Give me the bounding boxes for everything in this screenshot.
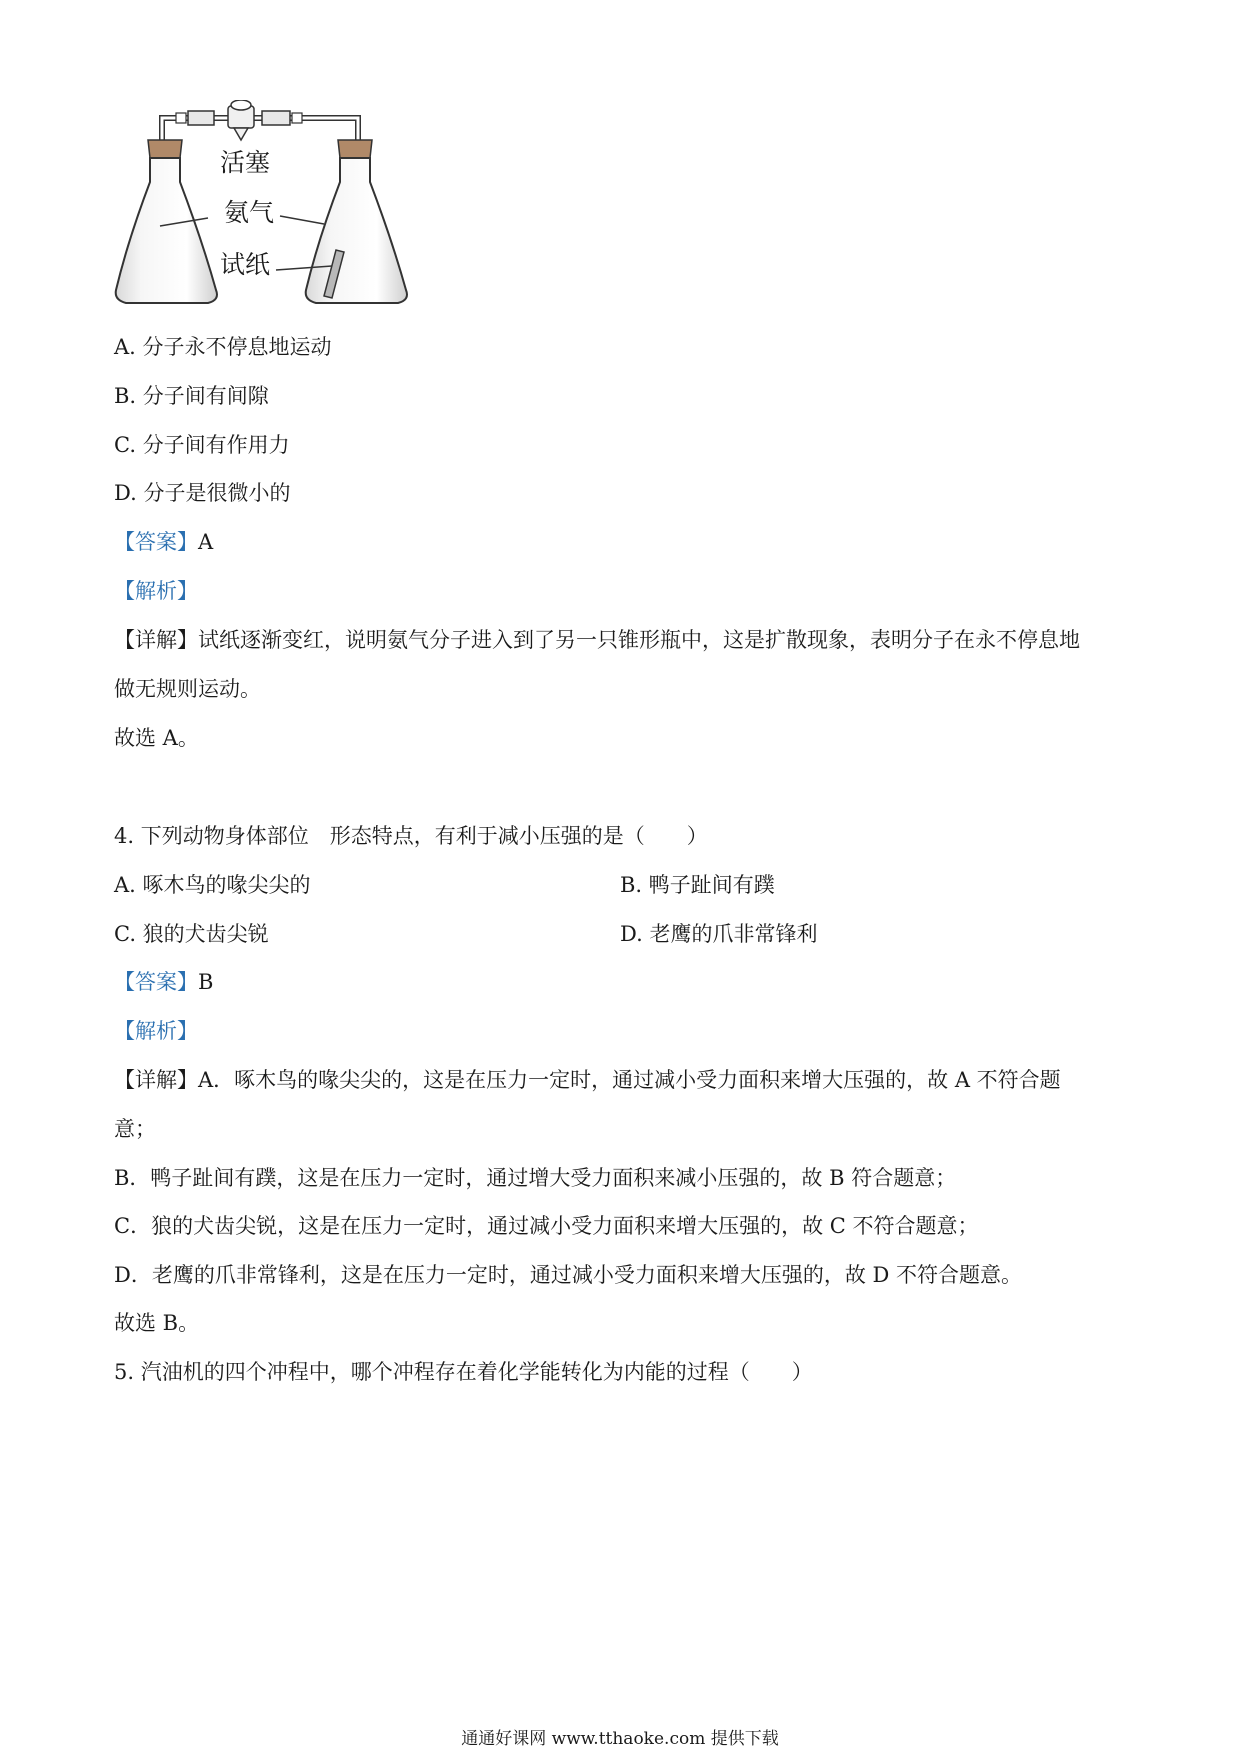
option-letter: A. <box>114 873 136 897</box>
q3-option-c <box>114 431 290 459</box>
q3-detail <box>114 626 1080 654</box>
option-letter: D. <box>114 481 137 505</box>
q4-detail-d: D．老鹰的爪非常锋利，这是在压力一定时，通过减小受力面积来增大压强的，故 D 不符合题意。 <box>114 1263 1023 1287</box>
option-letter: B. <box>620 873 643 897</box>
option-text: 分子间有作用力 <box>142 433 290 457</box>
option-text: 分子是很微小的 <box>143 481 291 505</box>
answer-value: B <box>198 970 214 994</box>
answer-value: A <box>198 530 214 554</box>
answer-tag: 【答案】 <box>114 530 198 554</box>
q3-analysis <box>114 577 198 605</box>
detail-tag: 【详解】 <box>114 1068 198 1092</box>
q3-answer <box>114 528 213 556</box>
analysis-tag: 【解析】 <box>114 1019 198 1043</box>
option-text: 狼的犬齿尖锐 <box>142 922 269 946</box>
q4-analysis <box>114 1017 198 1045</box>
q3-option-d <box>114 479 290 507</box>
q4-conclusion: 故选 B。 <box>114 1311 200 1335</box>
q3-option-a <box>114 333 332 361</box>
detail-text: A．啄木鸟的喙尖尖的，这是在压力一定时，通过减小受力面积来增大压强的，故 A 不符合题 <box>198 1068 1061 1092</box>
option-text: 鸭子趾间有蹼 <box>648 873 775 897</box>
answer-tag: 【答案】 <box>114 970 198 994</box>
q4-detail-cont: 意； <box>114 1117 156 1141</box>
detail-tag: 【详解】 <box>114 628 198 652</box>
option-text: 啄木鸟的喙尖尖的 <box>142 873 311 897</box>
q4-option-a <box>114 871 311 899</box>
q5-stem: 5. 汽油机的四个冲程中，哪个冲程存在着化学能转化为内能的过程（ ） <box>114 1360 813 1384</box>
detail-text: 试纸逐渐变红，说明氨气分子进入到了另一只锥形瓶中，这是扩散现象，表明分子在永不停息地 <box>198 628 1080 652</box>
q4-answer <box>114 968 213 996</box>
option-letter: C. <box>114 433 136 457</box>
analysis-tag: 【解析】 <box>114 579 198 603</box>
option-text: 分子永不停息地运动 <box>142 335 332 359</box>
test-paper-label: 试纸 <box>220 250 271 279</box>
q4-detail <box>114 1066 1061 1094</box>
q4-detail-c: C．狼的犬齿尖锐，这是在压力一定时，通过减小受力面积来增大压强的，故 C 不符合题意； <box>114 1214 979 1238</box>
q4-option-b <box>620 871 775 899</box>
q4-detail-b: B．鸭子趾间有蹼，这是在压力一定时，通过增大受力面积来减小压强的，故 B 符合题意； <box>114 1166 957 1190</box>
q4-option-d <box>620 920 817 948</box>
q4-option-c <box>114 920 269 948</box>
option-letter: C. <box>114 922 136 946</box>
q3-option-b <box>114 382 269 410</box>
option-letter: A. <box>114 335 136 359</box>
option-letter: D. <box>620 922 643 946</box>
q3-detail-cont: 做无规则运动。 <box>114 677 261 701</box>
ammonia-label: 氨气 <box>224 198 275 227</box>
q4-stem: 4. 下列动物身体部位 形态特点，有利于减小压强的是（ ） <box>114 824 708 848</box>
option-text: 分子间有间隙 <box>142 384 269 408</box>
piston-label: 活塞 <box>220 148 271 177</box>
ammonia-diffusion-figure <box>110 100 410 315</box>
page-footer: 通通好课网 www.tthaoke.com 提供下载 <box>461 1729 779 1749</box>
option-letter: B. <box>114 384 137 408</box>
q3-conclusion: 故选 A。 <box>114 726 199 750</box>
option-text: 老鹰的爪非常锋利 <box>649 922 818 946</box>
